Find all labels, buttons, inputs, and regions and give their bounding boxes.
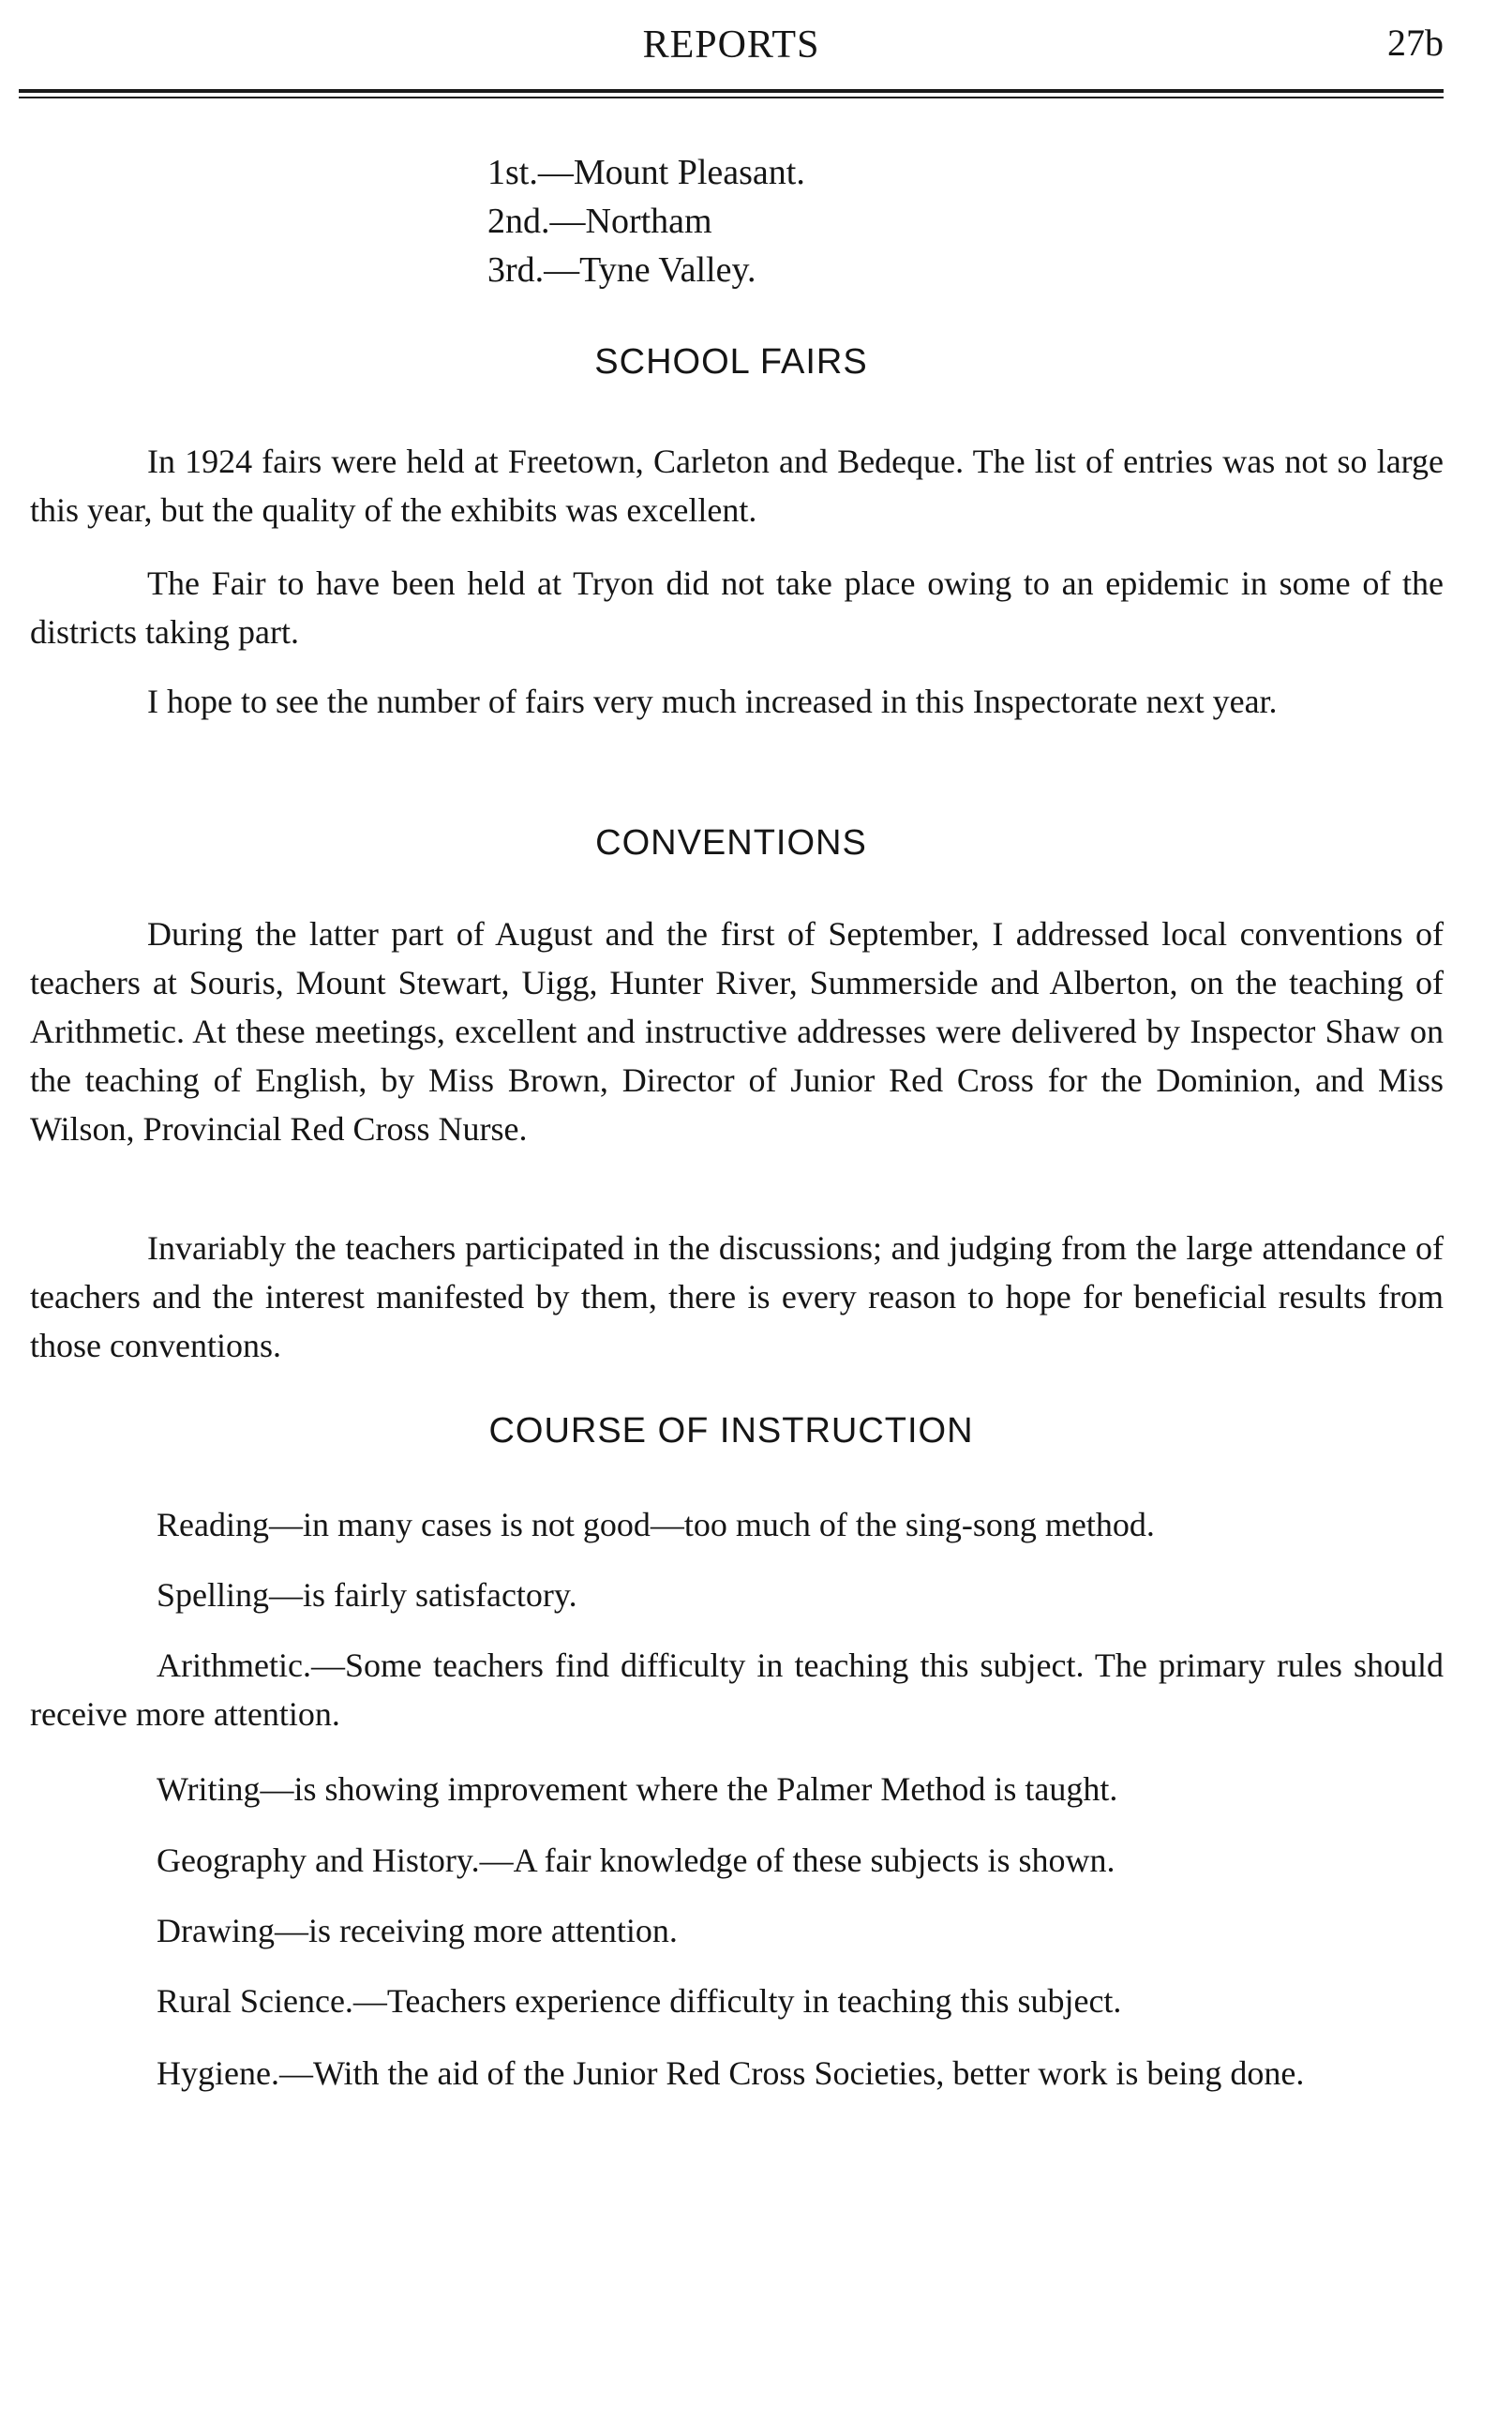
rankings-list <box>487 148 805 294</box>
course-item: Spelling—is fairly satisfactory. <box>157 1576 577 1614</box>
course-item: Writing—is showing improvement where the Palmer Method is taught. <box>157 1770 1118 1808</box>
paragraph: I hope to see the number of fairs very much increased in this Inspectorate next year. <box>147 683 1278 720</box>
paragraph: During the latter part of August and the first of September, I addressed local conventions of teachers at Souris, Mount Stewart, Uigg, Hunter River, Summerside and Alberton, on the teaching of Arithmetic. At these meetings, excellent and instructive addresses were delivered by Inspector Shaw on the teaching of English, by Miss Brown, Director of Junior Red Cross for the Dominion, and Miss Wilson, Provincial Red Cross Nurse. <box>30 915 1444 1148</box>
section-title-course-of-instruction: COURSE OF INSTRUCTION <box>488 1411 974 1451</box>
page-number: 27b <box>1387 22 1444 64</box>
ranking-item: 1st.—Mount Pleasant. <box>487 153 805 192</box>
course-item: Reading—in many cases is not good—too much of the sing-song method. <box>157 1506 1155 1543</box>
paragraph: Invariably the teachers participated in the discussions; and judging from the large attendance of teachers and the interest manifested by them, there is every reason to hope for beneficial results from those conventions. <box>30 1229 1444 1364</box>
page-header <box>19 21 1444 77</box>
paragraph: In 1924 fairs were held at Freetown, Carleton and Bedeque. The list of entries was not so large this year, but the quality of the exhibits was excellent. <box>30 443 1444 529</box>
header-rule-secondary <box>19 97 1444 98</box>
course-item: Hygiene.—With the aid of the Junior Red Cross Societies, better work is being done. <box>157 2054 1305 2092</box>
course-item: Arithmetic.—Some teachers find difficulty in teaching this subject. The primary rules should receive more attention. <box>30 1647 1444 1733</box>
section-title-conventions: CONVENTIONS <box>595 823 867 863</box>
course-item: Drawing—is receiving more attention. <box>157 1912 678 1949</box>
section-title-school-fairs: SCHOOL FAIRS <box>594 342 868 382</box>
course-item: Rural Science.—Teachers experience difficulty in teaching this subject. <box>157 1982 1122 2020</box>
ranking-item: 3rd.—Tyne Valley. <box>487 250 756 290</box>
running-head: REPORTS <box>642 23 820 67</box>
ranking-item: 2nd.—Northam <box>487 202 712 241</box>
course-item: Geography and History.—A fair knowledge of these subjects is shown. <box>157 1842 1115 1879</box>
paragraph: The Fair to have been held at Tryon did not take place owing to an epidemic in some of the districts taking part. <box>30 564 1444 651</box>
header-rule <box>19 89 1444 93</box>
